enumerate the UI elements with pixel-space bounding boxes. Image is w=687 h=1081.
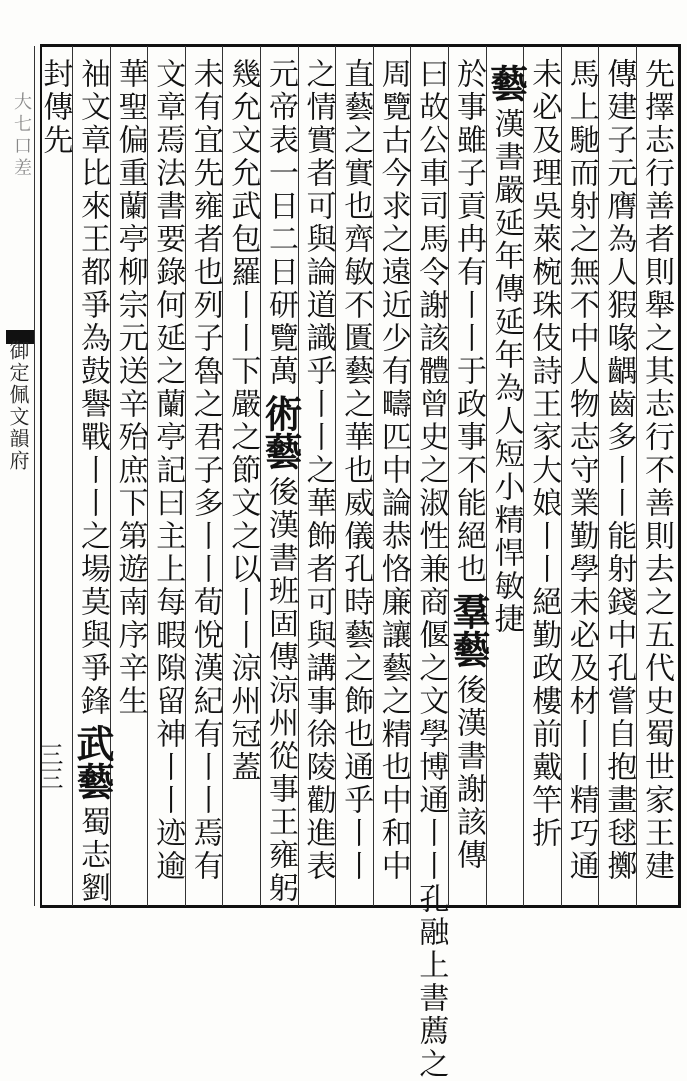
frame-bottom-border	[40, 905, 681, 908]
frame-top-border	[40, 44, 681, 47]
text-column	[559, 58, 603, 898]
column-text: 曰故公車司馬令謝該體曾史之淑性兼商偃之文學博通丨丨	[413, 58, 449, 883]
text-column	[484, 58, 528, 898]
column-text: 於事雖子貢冉有丨丨于政事不能絕也	[451, 58, 486, 586]
frame-right-border	[678, 44, 681, 908]
column-text: 直藝之實也齊敏不匱藝之華也威儀孔時藝之飾也通乎丨丨	[338, 58, 374, 883]
text-column	[408, 58, 452, 1081]
page-number: 三三	[35, 742, 63, 790]
text-column	[371, 58, 415, 898]
book-title-margin: 御定佩文韻府	[6, 340, 30, 472]
column-text: 後漢書謝該傳	[451, 674, 486, 872]
column-text: 之情實者可與論道識乎丨丨之華飾者可與講事徐陵勸進表	[300, 58, 336, 883]
column-text: 後漢書班固傳涼州從事王雍躬	[263, 476, 298, 905]
column-text: 先擇志行善者則舉之其志行不善則去之五代史蜀世家王建	[639, 58, 674, 883]
headword: 術藝	[258, 394, 303, 470]
column-text: 幾允文允武包羅丨丨	[225, 58, 261, 355]
column-text: 元帝表一日二日研覽萬	[263, 58, 298, 388]
text-column	[596, 58, 640, 898]
column-text: 封傳先	[37, 58, 73, 157]
column-text: 未必及理吳萊椀珠伎詩王家大娘丨丨絕勤政樓前戴竿折	[526, 58, 562, 850]
column-text: 未有宜先雍者也列子魯之君子多丨丨荀悅漢紀有丨丨焉有	[187, 58, 223, 883]
text-column	[296, 58, 340, 898]
column-text: 周覽古今求之遠近少有疇匹中論恭恪廉讓藝之精也中和中	[375, 58, 411, 883]
text-column	[521, 58, 565, 898]
text-column	[446, 58, 490, 898]
column-text: 䄂文章比來王都爭為鼓譽戰丨丨之場莫與爭鋒	[75, 58, 110, 718]
column-text: 漢書嚴延年傳延年為人短小精悍敏捷	[488, 108, 524, 636]
text-column	[258, 58, 303, 905]
text-column	[32, 58, 76, 898]
column-text: 華聖偏重蘭亭柳宗元送辛殆庶下第遊南序辛生	[112, 58, 148, 718]
column-text: 馬上馳而射之無不中人物志守業勤學未必及材丨丨精巧通	[563, 58, 599, 883]
column-text: 孔融上書薦之	[413, 883, 449, 1081]
text-column	[333, 58, 377, 898]
headword: 羣藝	[446, 592, 491, 668]
column-text: 蜀志劉	[75, 806, 110, 905]
text-column	[183, 58, 227, 898]
headword: 武藝	[70, 724, 115, 800]
column-text: 傳建子元膺為人猳喙齵齒多丨丨能射錢中孔嘗自抱畫毬擲	[601, 58, 637, 883]
margin-top-fragment: 大七口差	[11, 92, 32, 180]
headword: 藝	[483, 64, 529, 102]
column-text: 下嚴之節文之以丨丨涼州冠蓋	[225, 355, 261, 784]
margin-strip	[0, 40, 36, 900]
text-column	[70, 58, 115, 905]
column-text: 文章焉法書要錄何延之蘭亭記曰主上每暇隙留神丨丨迹逾	[150, 58, 186, 883]
text-column	[220, 58, 264, 898]
text-column	[145, 58, 189, 898]
text-column	[634, 58, 678, 898]
